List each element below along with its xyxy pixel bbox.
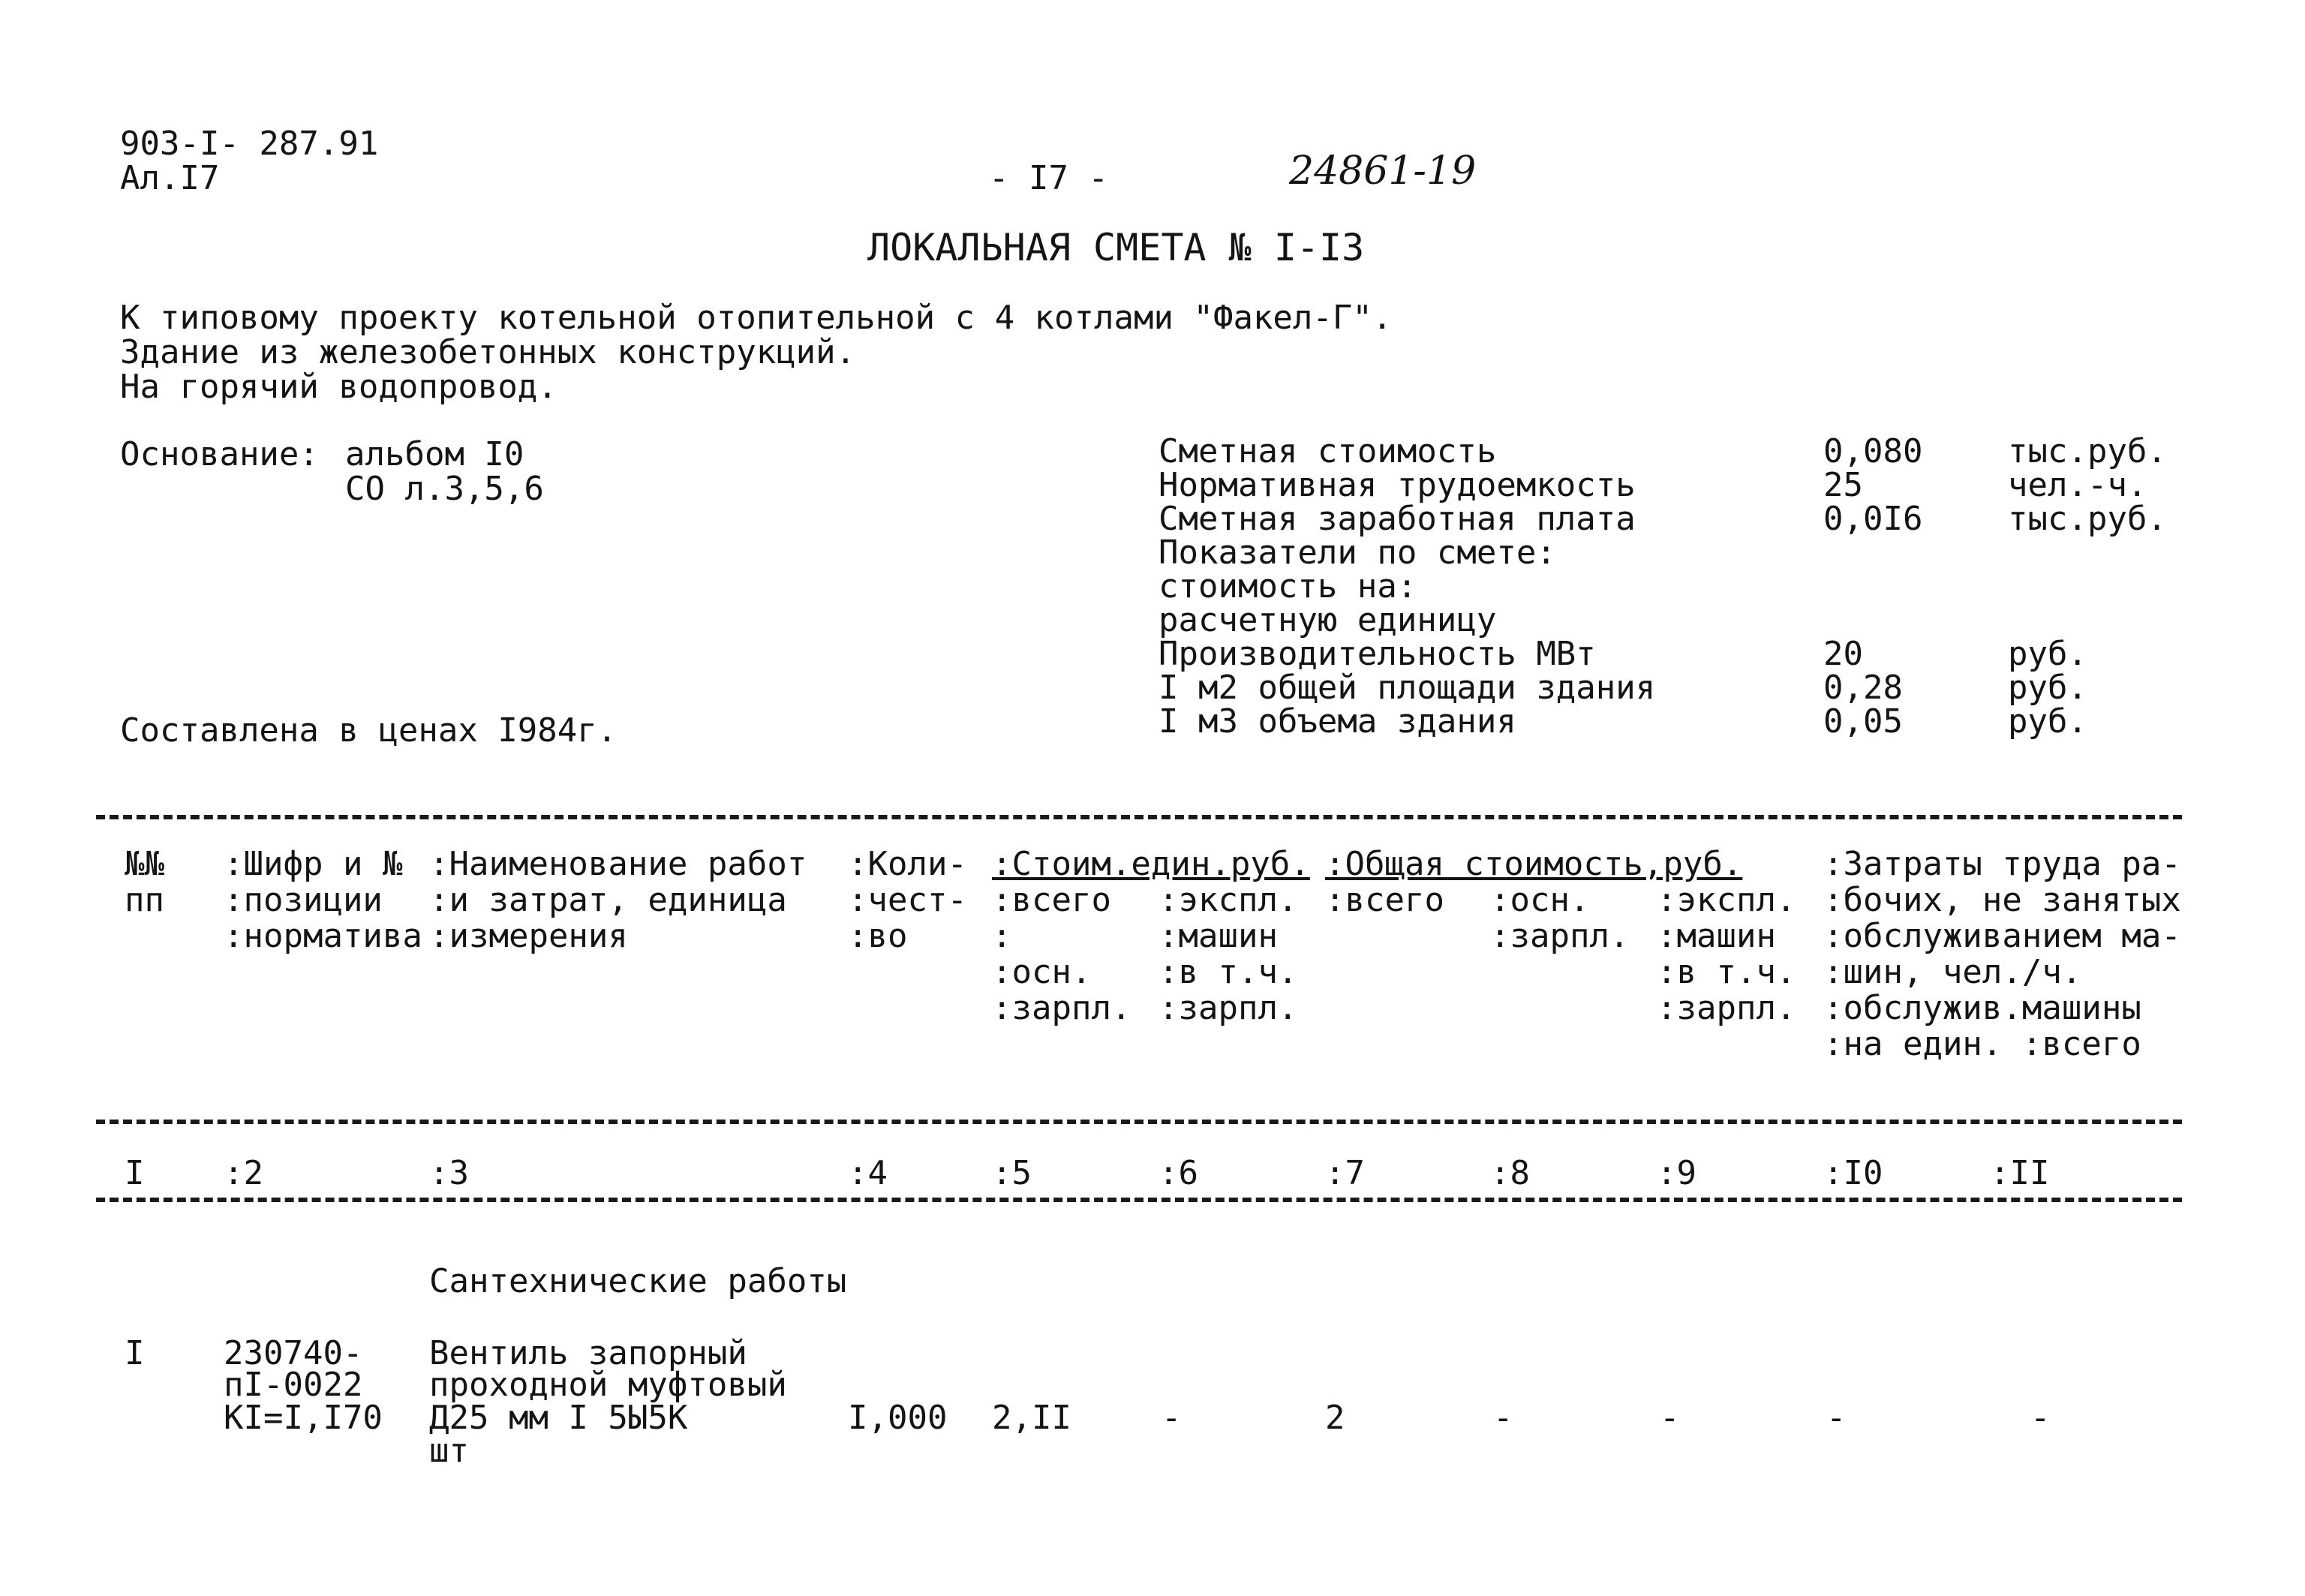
row-code: КI=I,I70 — [224, 1399, 383, 1437]
header-text: :машин — [1657, 917, 1776, 955]
header-text: :в т.ч. — [1159, 953, 1298, 991]
header-group-unit-cost: :Стоим.един.руб. — [992, 845, 1310, 883]
basis-line: СО л.3,5,6 — [345, 470, 544, 508]
header-text: :зарпл. — [1159, 989, 1298, 1027]
header-col-code — [224, 846, 422, 954]
header-text: :зарпл. — [1657, 989, 1796, 1027]
header-text: :экспл. — [1159, 881, 1298, 919]
column-number: :II — [1990, 1154, 2050, 1192]
header-text: : — [992, 917, 1012, 955]
column-number: I — [125, 1154, 145, 1192]
header-text: :позиции — [224, 881, 383, 919]
header-text: :обслужив.машины — [1823, 989, 2141, 1027]
header-text: :Затраты труда ра- — [1823, 845, 2181, 883]
header-col-unit-total — [992, 882, 1131, 1026]
column-number: :3 — [429, 1154, 469, 1192]
column-number: :7 — [1325, 1154, 1365, 1192]
column-number: :4 — [848, 1154, 888, 1192]
header-text: :во — [848, 917, 908, 955]
header-text: :всего — [1325, 881, 1444, 919]
table-top-rule — [96, 815, 2182, 819]
row-name: Вентиль запорный — [429, 1334, 747, 1372]
summary-value: 0,28 — [1823, 669, 1903, 707]
prices-note: Составлена в ценах I984г. — [120, 711, 618, 750]
basis-line: альбом I0 — [345, 435, 524, 473]
header-text: :экспл. — [1657, 881, 1796, 919]
row-code: 230740- — [224, 1334, 363, 1372]
header-text: :Коли- — [848, 845, 967, 883]
summary-label: Показатели по смете: — [1159, 534, 1556, 572]
header-text: :зарпл. — [1490, 917, 1630, 955]
page-number: - I7 - — [989, 159, 1108, 197]
header-text: :осн. — [1490, 881, 1590, 919]
row-unit-total: 2,II — [992, 1399, 1071, 1437]
summary-label: I м2 общей площади здания — [1159, 669, 1656, 707]
summary-unit: чел.-ч. — [2008, 466, 2147, 504]
document-code: 903-I- 287.91 — [120, 125, 379, 163]
header-col-unit-machines — [1159, 882, 1297, 1026]
section-title: Сантехнические работы — [429, 1262, 847, 1300]
summary-value: 25 — [1823, 466, 1863, 504]
header-text: :осн. — [992, 953, 1092, 991]
header-text: пп — [125, 881, 164, 919]
summary-value: 0,080 — [1823, 432, 1923, 470]
header-text: :в т.ч. — [1657, 953, 1796, 991]
row-labor-total: - — [2030, 1399, 2051, 1437]
column-number: :8 — [1490, 1154, 1530, 1192]
header-text: :Наименование работ — [429, 845, 807, 883]
summary-value: 0,0I6 — [1823, 500, 1923, 538]
header-text: :на един. :всего — [1823, 1025, 2141, 1063]
column-number: :I0 — [1823, 1154, 1883, 1192]
summary-unit: руб. — [2008, 702, 2087, 741]
row-number: I — [125, 1334, 145, 1372]
column-numbers-rule — [96, 1198, 2182, 1202]
row-name: шт — [429, 1432, 469, 1470]
basis-label: Основание: — [120, 435, 319, 473]
sheet-number: Ал.I7 — [120, 159, 220, 197]
summary-value: 0,05 — [1823, 702, 1903, 741]
header-text: :бочих, не занятых — [1823, 881, 2181, 919]
header-group-total-cost: :Общая стоимость,руб. — [1325, 845, 1743, 883]
row-quantity: I,000 — [848, 1399, 948, 1437]
summary-unit: тыс.руб. — [2008, 432, 2167, 470]
row-name: проходной муфтовый — [429, 1366, 787, 1404]
row-total: 2 — [1325, 1399, 1345, 1437]
header-text: :машин — [1159, 917, 1278, 955]
row-unit-machines: - — [1162, 1399, 1182, 1437]
header-text: :измерения — [429, 917, 628, 955]
row-code: пI-0022 — [224, 1366, 363, 1404]
header-text: :всего — [992, 881, 1111, 919]
header-col-name — [429, 846, 807, 954]
summary-unit: руб. — [2008, 635, 2087, 673]
summary-unit: руб. — [2008, 669, 2087, 707]
column-number: :6 — [1159, 1154, 1198, 1192]
header-text: :норматива — [224, 917, 422, 955]
summary-label: расчетную единицу — [1159, 601, 1497, 639]
row-labor-unit: - — [1826, 1399, 1847, 1437]
header-text: :и затрат, единица — [429, 881, 787, 919]
summary-label: Сметная заработная плата — [1159, 500, 1636, 538]
header-col-number — [125, 846, 164, 918]
header-text: :шин, чел./ч. — [1823, 953, 2082, 991]
summary-unit: тыс.руб. — [2008, 500, 2167, 538]
page-title: ЛОКАЛЬНАЯ СМЕТА № I-I3 — [867, 226, 1365, 269]
intro-line: Здание из железобетонных конструкций. — [120, 333, 856, 371]
header-text: :Шифр и № — [224, 845, 403, 883]
header-col-labor — [1823, 846, 2181, 1062]
header-col-total-machines — [1657, 882, 1796, 1026]
intro-line: На горячий водопровод. — [120, 368, 557, 406]
column-number: :9 — [1657, 1154, 1696, 1192]
intro-line: К типовому проекту котельной отопительной с 4 котлами "Факел-Г". — [120, 299, 1393, 337]
header-text: :обслуживанием ма- — [1823, 917, 2181, 955]
row-total-wage: - — [1493, 1399, 1513, 1437]
row-name: Д25 мм I 5Ы5К — [429, 1399, 688, 1437]
summary-label: стоимость на: — [1159, 567, 1417, 606]
header-text: :чест- — [848, 881, 967, 919]
summary-value: 20 — [1823, 635, 1863, 673]
handwritten-number: 24861-19 — [1289, 149, 1477, 194]
column-number: :2 — [224, 1154, 263, 1192]
row-total-machines: - — [1660, 1399, 1680, 1437]
header-col-total-wage — [1490, 882, 1629, 954]
summary-label: Производительность МВт — [1159, 635, 1596, 673]
header-col-qty — [848, 846, 967, 954]
header-text: :зарпл. — [992, 989, 1131, 1027]
summary-label: Нормативная трудоемкость — [1159, 466, 1636, 504]
column-number: :5 — [992, 1154, 1032, 1192]
summary-label: I м3 объема здания — [1159, 702, 1516, 741]
header-col-total — [1325, 882, 1444, 918]
header-text: №№ — [125, 845, 164, 883]
table-header-rule — [96, 1120, 2182, 1124]
summary-label: Сметная стоимость — [1159, 432, 1497, 470]
